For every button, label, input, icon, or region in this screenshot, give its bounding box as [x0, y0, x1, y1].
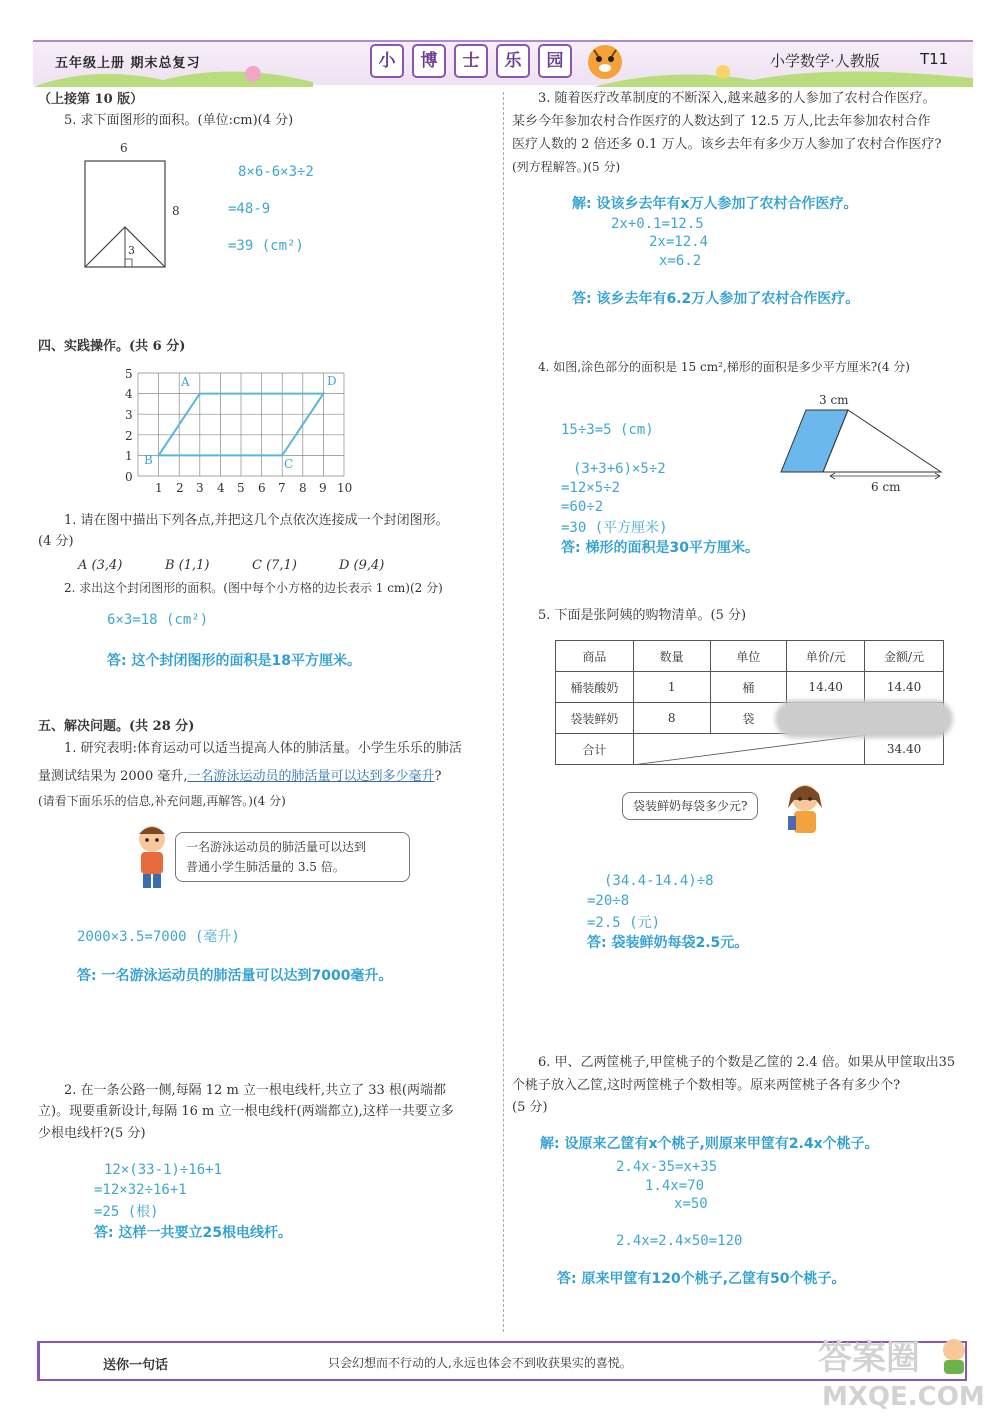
header-right-title: 小学数学·人教版 [770, 52, 880, 70]
left-q5-work-1: 8×6-6×3÷2 [238, 164, 314, 180]
s5-q1-line2-a: 量测试结果为 2000 毫升, [38, 769, 188, 784]
y-tick-3: 3 [125, 408, 133, 422]
shape-dim-inner: 3 [128, 244, 135, 257]
watermark-top: 答案圈 [818, 1338, 920, 1378]
right-q3-work-3: x=6.2 [659, 253, 702, 269]
right-q5-prompt: 5. 下面是张阿姨的购物清单。(5 分) [538, 608, 747, 623]
s5-q1-supplied-question: 一名游泳运动员的肺活量可以达到多少毫升 [187, 769, 435, 784]
shape-dim-top: 6 [120, 141, 128, 155]
left-q5-work-2: =48-9 [228, 201, 271, 217]
point-c-coord: C (7,1) [252, 558, 297, 573]
right-q5-work-1: (34.4-14.4)÷8 [604, 873, 714, 889]
y-tick-0: 0 [125, 470, 133, 484]
s5-q1-answer: 答: 一名游泳运动员的肺活量可以达到7000毫升。 [77, 968, 393, 984]
s5-q1-work: 2000×3.5=7000 (毫升) [77, 929, 240, 945]
table-diagonal-line [632, 735, 866, 765]
s5-q2-line3: 少根电线杆?(5 分) [38, 1126, 146, 1141]
right-q3-work-2: 2x=12.4 [649, 234, 709, 250]
table-cell: 袋 [710, 703, 787, 734]
y-tick-4: 4 [125, 387, 133, 401]
redacted-smudge [775, 700, 953, 738]
right-q3-solution-intro: 解: 设该乡去年有x万人参加了农村合作医疗。 [572, 196, 858, 212]
table-cell: 桶装酸奶 [556, 672, 634, 703]
right-q3-line2: 某乡今年参加农村合作医疗的人数达到了 12.5 万人,比去年参加农村合作 [512, 114, 931, 129]
right-q3-work-1: 2x+0.1=12.5 [611, 216, 704, 232]
logo-tile-2: 博 [412, 44, 446, 78]
right-q4-work-2: (3+3+6)×5÷2 [573, 461, 666, 477]
continued-note: （上接第 10 版） [38, 92, 144, 107]
right-q3-line4: (列方程解答。)(5 分) [512, 160, 621, 174]
s5-q1-line2 [38, 766, 441, 788]
lele-speech-bubble [175, 832, 410, 882]
right-q6-line2: 个桃子放入乙筐,这时两筐桃子个数相等。原来两筐桃子各有多少个? [512, 1078, 901, 1093]
tiger-mascot-icon [582, 40, 628, 84]
x-tick-2: 2 [176, 481, 184, 495]
x-tick-4: 4 [217, 481, 225, 495]
table-header: 单位 [710, 641, 787, 672]
rectangle-with-triangle-figure [84, 160, 166, 270]
point-b-coord: B (1,1) [165, 558, 210, 573]
point-label-d: D [327, 374, 337, 388]
right-q4-work-5: =30 (平方厘米) [561, 520, 668, 536]
table-cell: 14.40 [865, 672, 944, 703]
right-q4-answer: 答: 梯形的面积是30平方厘米。 [561, 540, 759, 556]
table-header: 数量 [633, 641, 710, 672]
right-q6-line1: 6. 甲、乙两筐桃子,甲筐桃子的个数是乙筐的 2.4 倍。如果从甲筐取出35 [538, 1055, 956, 1070]
point-d-coord: D (9,4) [339, 558, 385, 573]
footer-quote: 只会幻想而不行动的人,永远也体会不到收获果实的喜悦。 [328, 1356, 632, 1370]
trapezoid-dim-bottom: 6 cm [871, 480, 901, 494]
y-tick-2: 2 [125, 429, 133, 443]
table-header: 金额/元 [865, 641, 944, 672]
right-q4-work-4: =60÷2 [561, 499, 604, 515]
x-tick-1: 1 [155, 481, 163, 495]
s5-q2-line2: 立)。现要重新设计,每隔 16 m 立一根电线杆(两端都立),这样一共要立多 [38, 1104, 454, 1119]
right-q4-work-3: =12×5÷2 [561, 480, 621, 496]
trapezoid-dim-top: 3 cm [819, 393, 849, 407]
s5-q1-line1: 1. 研究表明:体育运动可以适当提高人体的肺活量。小学生乐乐的肺活 [64, 741, 462, 756]
s5-q2-work-1: 12×(33-1)÷16+1 [104, 1162, 223, 1178]
y-tick-5: 5 [125, 367, 133, 381]
section4-q2: 2. 求出这个封闭图形的面积。(图中每个小方格的边长表示 1 cm)(2 分) [64, 581, 443, 595]
right-q6-work-1: 2.4x-35=x+35 [616, 1159, 718, 1175]
x-tick-7: 7 [278, 481, 286, 495]
s5-q2-line1: 2. 在一条公路一侧,每隔 12 m 立一根电线杆,共立了 33 根(两端都 [64, 1083, 446, 1098]
footer-mascot-icon [938, 1336, 970, 1376]
section4-work: 6×3=18 (cm²) [107, 612, 209, 628]
footer-label: 送你一句话 [103, 1358, 169, 1373]
table-cell: 桶 [710, 672, 787, 703]
table-row [556, 672, 944, 703]
table-cell: 14.40 [787, 672, 865, 703]
point-label-c: C [284, 457, 294, 471]
s5-q2-work-3: =25 (根) [94, 1204, 159, 1220]
x-tick-5: 5 [237, 481, 245, 495]
left-q5-work-3: =39 (cm²) [228, 238, 304, 254]
x-tick-9: 9 [319, 481, 327, 495]
section5-title: 五、解决问题。(共 28 分) [38, 719, 195, 734]
s5-q2-answer: 答: 这样一共要立25根电线杆。 [94, 1225, 292, 1241]
coordinate-grid [130, 365, 360, 490]
table-total-label: 合计 [556, 734, 634, 765]
watermark-bottom: MXQE.COM [822, 1382, 985, 1412]
column-divider [503, 92, 504, 1332]
header-left-title: 五年级上册 期末总复习 [55, 56, 201, 71]
trapezoid-figure [778, 405, 946, 480]
logo-tile-5: 园 [538, 44, 572, 78]
right-q4-prompt: 4. 如图,涂色部分的面积是 15 cm²,梯形的面积是多少平方厘米?(4 分) [538, 360, 910, 374]
x-tick-6: 6 [258, 481, 266, 495]
lele-bubble-line2: 普通小学生肺活量的 3.5 倍。 [186, 860, 345, 874]
logo-tile-4: 乐 [496, 44, 530, 78]
left-q5-prompt: 5. 求下面图形的面积。(单位:cm)(4 分) [64, 113, 294, 128]
right-q5-answer: 答: 袋装鲜奶每袋2.5元。 [587, 935, 749, 951]
table-header: 单价/元 [787, 641, 865, 672]
table-cell: 8 [633, 703, 710, 734]
section4-q1-line2: (4 分) [38, 534, 74, 549]
table-total-value: 34.40 [865, 734, 944, 765]
y-tick-1: 1 [125, 449, 133, 463]
x-tick-10: 10 [337, 481, 353, 495]
girl-speech-bubble: 袋装鲜奶每袋多少元? [622, 792, 758, 820]
right-q6-line3: (5 分) [512, 1100, 548, 1115]
s5-q2-work-2: =12×32÷16+1 [94, 1182, 187, 1198]
right-q6-work-3: x=50 [674, 1196, 708, 1212]
shape-dim-side: 8 [172, 204, 180, 218]
logo-tile-1: 小 [370, 44, 404, 78]
table-cell: 袋装鲜奶 [556, 703, 634, 734]
logo-tile-3: 士 [454, 44, 488, 78]
x-tick-3: 3 [196, 481, 204, 495]
right-q5-work-3: =2.5 (元) [587, 915, 661, 931]
point-a-coord: A (3,4) [78, 558, 123, 573]
table-header-row [556, 641, 944, 672]
table-cell: 1 [633, 672, 710, 703]
section4-q1-line1: 1. 请在图中描出下列各点,并把这几个点依次连接成一个封闭图形。 [64, 513, 449, 528]
point-label-b: B [144, 453, 153, 467]
point-label-a: A [181, 375, 190, 389]
boy-lele-illustration [132, 822, 174, 892]
s5-q1-line3: (请看下面乐乐的信息,补充问题,再解答。)(4 分) [38, 794, 286, 808]
lele-bubble-line1: 一名游泳运动员的肺活量可以达到 [186, 840, 367, 854]
right-q3-line3: 医疗人数的 2 倍还多 0.1 万人。该乡去年有多少万人参加了农村合作医疗? [512, 137, 942, 152]
s5-q1-line2-c: ? [434, 769, 442, 784]
right-q3-answer: 答: 该乡去年有6.2万人参加了农村合作医疗。 [572, 291, 860, 307]
page-code: T11 [920, 50, 949, 68]
right-q4-work-1: 15÷3=5 (cm) [561, 422, 654, 438]
girl-illustration [778, 778, 832, 836]
table-header: 商品 [556, 641, 634, 672]
section4-title: 四、实践操作。(共 6 分) [38, 339, 186, 354]
right-q6-answer: 答: 原来甲筐有120个桃子,乙筐有50个桃子。 [557, 1271, 846, 1287]
right-q6-solution-intro: 解: 设原来乙筐有x个桃子,则原来甲筐有2.4x个桃子。 [540, 1136, 879, 1152]
right-q3-line1: 3. 随着医疗改革制度的不断深入,越来越多的人参加了农村合作医疗。 [538, 91, 936, 106]
right-q5-work-2: =20÷8 [587, 893, 630, 909]
section4-answer: 答: 这个封闭图形的面积是18平方厘米。 [107, 653, 361, 669]
right-q6-work-2: 1.4x=70 [645, 1178, 705, 1194]
x-tick-8: 8 [299, 481, 307, 495]
right-q6-work-4: 2.4x=2.4×50=120 [616, 1233, 743, 1249]
